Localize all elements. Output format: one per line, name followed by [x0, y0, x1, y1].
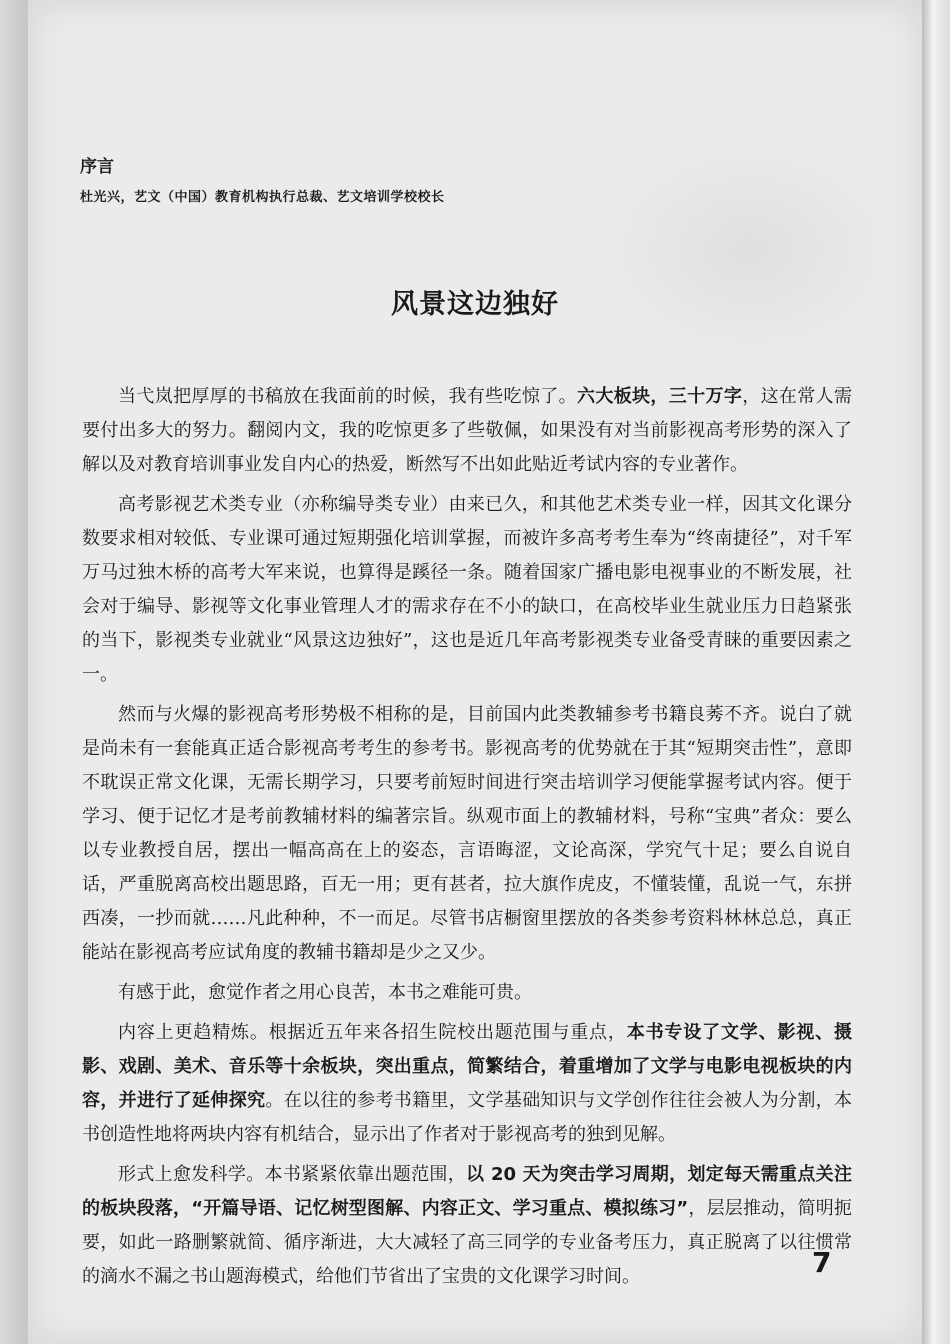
paragraph-text: 内容上更趋精炼。根据近五年来各招生院校出题范围与重点， [118, 1022, 627, 1043]
emphasis-text: 本书专设了文学、影视、摄影、戏剧、美术、音乐等十余板块，突出重点，简繁结合，着重增加了文学与电影电视板块的内容，并进行了延伸探究 [82, 1022, 852, 1111]
paragraph-text: 。在以往的参考书籍里，文学基础知识与文学创作往往会被人为分割，本书创造性地将两块内容有机结合，显示出了作者对于影视高考的独到见解。 [82, 1090, 853, 1145]
show-through-shadow [600, 140, 900, 360]
section-label: 序言 [80, 157, 114, 177]
article-title: 风景这边独好 [391, 289, 559, 320]
paragraph [82, 1158, 852, 1294]
article-body [82, 380, 852, 1300]
paragraph [82, 976, 852, 1010]
page-right-edge [922, 0, 950, 1344]
paragraph-text: 当弋岚把厚厚的书稿放在我面前的时候，我有些吃惊了。 [118, 386, 577, 407]
page-left-shadow [0, 0, 28, 1344]
paragraph [82, 380, 852, 482]
page-number: 7 [812, 1246, 832, 1279]
emphasis-text: 以 20 天为突击学习周期，划定每天需重点关注的板块段落，“开篇导语、记忆树型图解、内容正文、学习重点、模拟练习” [82, 1164, 852, 1219]
paragraph-text: 高考影视艺术类专业（亦称编导类专业）由来已久，和其他艺术类专业一样，因其文化课分数要求相对较低、专业课可通过短期强化培训掌握，而被许多高考考生奉为“终南捷径”，对千军万马过独木桥的高考大军来说，也算得是蹊径一条。随着国家广播电影电视事业的不断发展，社会对于编导、影视等文化事业管理人才的需求存在不小的缺口，在高校毕业生就业压力日趋紧张的当下，影视类专业就业“风景这边独好”，这也是近几年高考影视类专业备受青睐的重要因素之一。 [82, 494, 852, 685]
paragraph [82, 488, 852, 692]
emphasis-text: 六大板块，三十万字 [576, 386, 743, 407]
paragraph-text: 形式上愈发科学。本书紧紧依靠出题范围， [118, 1164, 467, 1185]
paragraph-text: 然而与火爆的影视高考形势极不相称的是，目前国内此类教辅参考书籍良莠不齐。说白了就是尚未有一套能真正适合影视高考考生的参考书。影视高考的优势就在于其“短期突击性”，意即不耽误正常文化课，无需长期学习，只要考前短时间进行突击培训学习便能掌握考试内容。便于学习、便于记忆才是考前教辅材料的编著宗旨。纵观市面上的教辅材料，号称“宝典”者众：要么以专业教授自居，摆出一幅高高在上的姿态，言语晦涩，文论高深，学究气十足；要么自说自话，严重脱离高校出题思路，百无一用；更有甚者，拉大旗作虎皮，不懂装懂，乱说一气，东拼西凑，一抄而就……凡此种种，不一而足。尽管书店橱窗里摆放的各类参考资料林林总总，真正能站在影视高考应试角度的教辅书籍却是少之又少。 [82, 704, 852, 963]
paragraph-text: ，层层推动，简明扼要，如此一路删繁就简、循序渐进，大大减轻了高三同学的专业备考压力，真正脱离了以往惯常的滴水不漏之书山题海模式，给他们节省出了宝贵的文化课学习时间。 [82, 1198, 852, 1287]
paragraph-text: ，这在常人需要付出多大的努力。翻阅内文，我的吃惊更多了些敬佩，如果没有对当前影视高考形势的深入了解以及对教育培训事业发自内心的热爱，断然写不出如此贴近考试内容的专业著作。 [82, 386, 853, 475]
paragraph-text: 有感于此，愈觉作者之用心良苦，本书之难能可贵。 [118, 982, 532, 1003]
paragraph [82, 1016, 852, 1152]
author-byline: 杜光兴，艺文（中国）教育机构执行总裁、艺文培训学校校长 [80, 190, 445, 205]
paragraph [82, 698, 852, 970]
